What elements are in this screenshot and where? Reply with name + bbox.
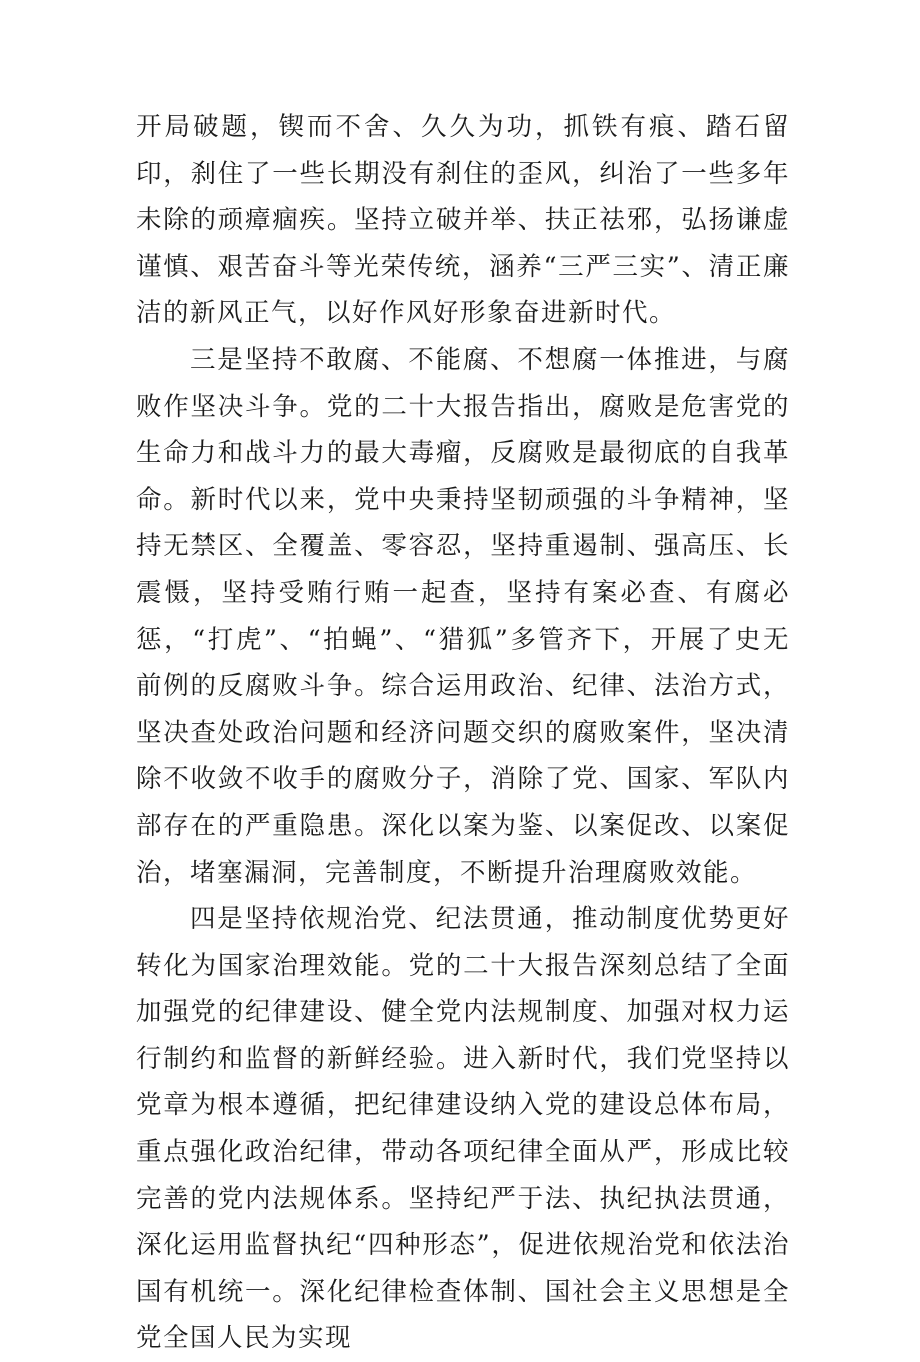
document-body <box>136 104 790 1362</box>
paragraph-anti-corruption: 三是坚持不敢腐、不能腐、不想腐一体推进，与腐败作坚决斗争。党的二十大报告指出，腐败是危害党的生命力和战斗力的最大毒瘤，反腐败是最彻底的自我革命。新时代以来，党中央秉持坚韧顽强的斗争精神，坚持无禁区、全覆盖、零容忍，坚持重遏制、强高压、长震慑，坚持受贿行贿一起查，坚持有案必查、有腐必惩，“打虎”、“拍蝇”、“猎狐”多管齐下，开展了史无前例的反腐败斗争。综合运用政治、纪律、法治方式，坚决查处政治问题和经济问题交织的腐败案件，坚决清除不收敛不收手的腐败分子，消除了党、国家、军队内部存在的严重隐患。深化以案为鉴、以案促改、以案促治，堵塞漏洞，完善制度，不断提升治理腐败效能。 <box>136 344 790 888</box>
paragraph-continuation: 开局破题，锲而不舍、久久为功，抓铁有痕、踏石留印，刹住了一些长期没有刹住的歪风，纠治了一些多年未除的顽瘴痼疾。坚持立破并举、扶正祛邪，弘扬谦虚谨慎、艰苦奋斗等光荣传统，涵养“三严三实”、清正廉洁的新风正气，以好作风好形象奋进新时代。 <box>136 112 790 329</box>
paragraph-rule-of-regulations: 四是坚持依规治党、纪法贯通，推动制度优势更好转化为国家治理效能。党的二十大报告深刻总结了全面加强党的纪律建设、健全党内法规制度、加强对权力运行制约和监督的新鲜经验。进入新时代，我们党坚持以党章为根本遵循，把纪律建设纳入党的建设总体布局，重点强化政治纪律，带动各项纪律全面从严，形成比较完善的党内法规体系。坚持纪严于法、执纪执法贯通，深化运用监督执纪“四种形态”，促进依规治党和依法治国有机统一。深化纪律检查体制、国社会主义思想是全党全国人民为实现 <box>136 904 790 1354</box>
